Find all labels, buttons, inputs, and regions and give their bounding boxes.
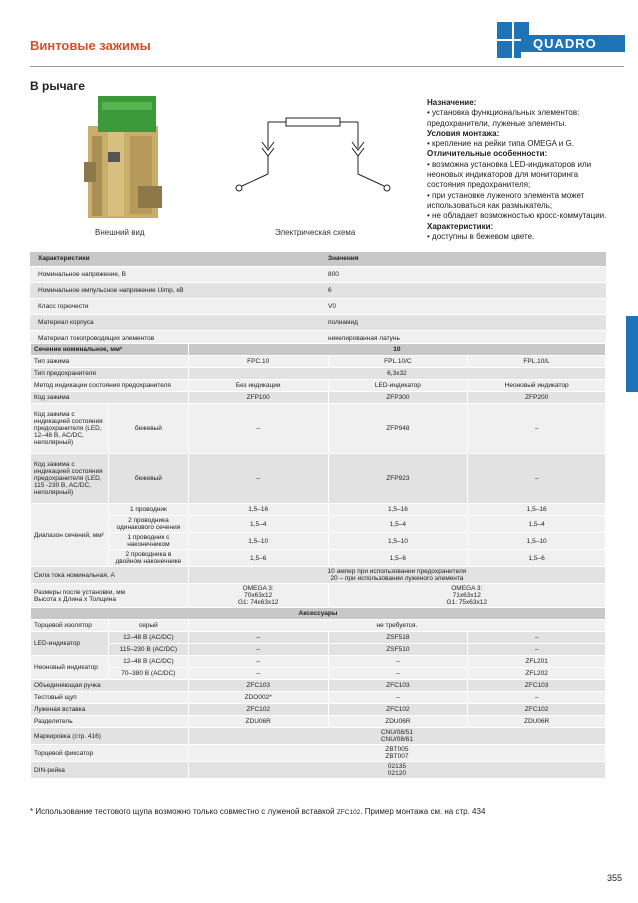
table-cell: – — [328, 668, 468, 680]
table-row — [30, 282, 606, 298]
table-cell: Объединяющая ручка — [31, 680, 189, 692]
table-cell: – — [468, 644, 606, 656]
table-cell: 1,5–4 — [328, 516, 468, 533]
table-cell: ZDO002* — [188, 692, 328, 704]
din-line: 02135 — [387, 763, 406, 770]
table-row — [31, 516, 606, 533]
features-item: • при установке луженого элемента может использоваться как размыкатель; — [427, 190, 585, 210]
table-cell: Неоновый индикатор — [468, 380, 606, 392]
current-value-line: 10 ампер при использовании предохранителя — [327, 568, 467, 575]
table-cell: ZFP300 — [328, 392, 468, 404]
table-cell: бежевый — [108, 404, 188, 454]
table-cell: ZFP923 — [328, 454, 468, 504]
table-row — [31, 380, 606, 392]
marking-line: CNU/08/51 — [380, 729, 413, 736]
table-cell: ZFC103 — [188, 680, 328, 692]
table-cell: 10 — [188, 344, 605, 356]
table-cell: – — [468, 454, 606, 504]
table-cell: 1,5–10 — [188, 533, 328, 550]
table-cell: Торцевой изолятор — [31, 620, 109, 632]
table-cell — [188, 762, 605, 779]
footnote — [30, 807, 485, 816]
table-cell: ZFL201 — [468, 656, 606, 668]
mount-text: • крепление на рейки типа OMEGA и G. — [427, 139, 574, 149]
table-cell: ZFC102 — [188, 704, 328, 716]
table-cell: 1,5–6 — [468, 550, 606, 567]
table-cell: – — [188, 404, 328, 454]
spec-cell: 800 — [320, 266, 606, 282]
table-row — [31, 668, 606, 680]
table-cell: Сила тока номинальная, А — [31, 567, 189, 584]
schema-caption: Электрическая схема — [275, 228, 356, 237]
current-value-line: 20 – при использовании луженого элемента — [330, 575, 464, 582]
purpose-text: • установка функциональных элементов: предохранители, луженые элементы. — [427, 108, 580, 128]
table-row — [31, 504, 606, 516]
table-row — [31, 567, 606, 584]
spec-header: Значения — [320, 252, 606, 266]
table-cell: 12–48 В (AC/DC) — [108, 656, 188, 668]
image-caption: Внешний вид — [95, 228, 145, 237]
footnote-text: . Пример монтажа см. на стр. 434 — [360, 807, 486, 816]
spec-cell: Номинальное напряжение, В — [30, 266, 320, 282]
table-cell: 1,5–6 — [188, 550, 328, 567]
dims-line: G1: 74x63x12 — [237, 599, 279, 606]
table-cell: 6,3x32 — [188, 368, 605, 380]
table-cell: ZDU06R — [328, 716, 468, 728]
dims-line: 70x63x12 — [244, 592, 273, 599]
table-cell: 1 проводник с наконечником — [108, 533, 188, 550]
table-row — [31, 656, 606, 668]
terminal-block-image — [78, 96, 173, 222]
table-cell: DIN-рейка — [31, 762, 189, 779]
section-title: В рычаге — [30, 79, 85, 93]
table-row — [31, 745, 606, 762]
page-header-title: Винтовые зажимы — [30, 38, 151, 53]
table-cell: 2 проводника в двойном наконечнике — [108, 550, 188, 567]
table-row — [31, 762, 606, 779]
table-row — [31, 404, 606, 454]
dims-line: 71x63x12 — [452, 592, 481, 599]
table-row — [31, 680, 606, 692]
table-cell: – — [468, 404, 606, 454]
chars-title: Характеристики: — [427, 221, 494, 231]
dims-line: OMEGA 3: — [451, 585, 483, 592]
table-cell: – — [468, 632, 606, 644]
side-section-tab — [626, 316, 638, 392]
chars-text: • доступны в бежевом цвете. — [427, 231, 535, 241]
spec-cell: V0 — [320, 298, 606, 314]
table-cell: Тестовый щуп — [31, 692, 189, 704]
table-cell: не требуется. — [188, 620, 605, 632]
table-cell: Код зажима с индикацией состояния предохранителя (LED, 115 -230 В, AC/DC, неполярный) — [31, 454, 109, 504]
table-cell: Тип предохранителя — [31, 368, 189, 380]
dims-label-line: Размеры после установки, мм — [34, 588, 126, 596]
table-cell: Код зажима — [31, 392, 189, 404]
table-cell: Диапазон сечений, мм² — [31, 504, 109, 567]
table-cell — [188, 584, 328, 608]
table-cell — [188, 745, 605, 762]
footnote-code: ZFC102 — [336, 809, 361, 816]
fixer-line: ZBT005 — [385, 746, 409, 753]
accessories-header: Аксессуары — [31, 608, 606, 620]
table-cell: FPC.10 — [188, 356, 328, 368]
footnote-text: * Использование тестового щупа возможно только совместно с луженой вставкой — [30, 807, 337, 816]
features-title: Отличительные особенности: — [427, 149, 548, 159]
table-row — [31, 392, 606, 404]
marking-line: CNU/08/61 — [380, 736, 413, 743]
table-cell: Код зажима с индикацией состояния предохранителя (LED, 12–48 В, AC/DC, неполярный) — [31, 404, 109, 454]
table-cell: – — [328, 656, 468, 668]
table-cell: – — [188, 668, 328, 680]
table-cell: Разделитель — [31, 716, 189, 728]
table-cell: – — [188, 454, 328, 504]
table-cell: ZFC102 — [328, 704, 468, 716]
table-cell: LED-индикатор — [328, 380, 468, 392]
table-cell: – — [328, 692, 468, 704]
purpose-title: Назначение: — [427, 98, 477, 107]
table-cell: Тип зажима — [31, 356, 189, 368]
spec-cell: полиамид — [320, 314, 606, 330]
spec-cell: Номинальное импульсное напряжение Uimp, кВ — [30, 282, 320, 298]
table-cell: бежевый — [108, 454, 188, 504]
logo-text: QUADRO — [521, 35, 625, 52]
spec-header: Характеристики — [30, 252, 320, 266]
table-cell: – — [188, 656, 328, 668]
table-cell: ZDU06R — [468, 716, 606, 728]
table-cell: 1,5–4 — [468, 516, 606, 533]
fixer-line: ZBT007 — [385, 753, 409, 760]
table-cell: 1,5–10 — [328, 533, 468, 550]
mount-title: Условия монтажа: — [427, 128, 500, 138]
table-cell: Торцевой фиксатор — [31, 745, 189, 762]
quadro-logo — [497, 22, 625, 62]
spec-cell: никелированная латунь — [320, 330, 606, 346]
table-cell: Сечение номинальное, мм² — [31, 344, 189, 356]
table-cell: 115–230 В (AC/DC) — [108, 644, 188, 656]
table-cell: ZSF510 — [328, 644, 468, 656]
table-cell: Без индикации — [188, 380, 328, 392]
header-divider — [30, 66, 624, 67]
table-cell: 1,5–10 — [468, 533, 606, 550]
features-item: • возможна установка LED-индикаторов или неоновых индикаторов для мониторинга состояния предохранителя; — [427, 159, 592, 190]
table-cell: FPL.10/L — [468, 356, 606, 368]
main-spec-table — [30, 343, 606, 779]
table-cell: ZFC103 — [468, 680, 606, 692]
table-cell — [188, 728, 605, 745]
table-row — [31, 344, 606, 356]
table-cell: ZFC103 — [328, 680, 468, 692]
table-row — [31, 608, 606, 620]
table-cell: 1,5–16 — [328, 504, 468, 516]
table-cell: 1,5–6 — [328, 550, 468, 567]
table-row — [31, 692, 606, 704]
table-row — [31, 533, 606, 550]
table-cell: FPL.10/C — [328, 356, 468, 368]
table-cell: 70–380 В (AC/DC) — [108, 668, 188, 680]
table-cell: ZFL202 — [468, 668, 606, 680]
table-row — [31, 728, 606, 745]
table-cell: 1,5–16 — [188, 504, 328, 516]
table-row — [31, 704, 606, 716]
table-cell — [328, 584, 605, 608]
features-item: • не обладает возможностью кросс-коммутации. — [427, 211, 607, 221]
din-line: 02120 — [387, 770, 406, 777]
table-cell: 2 проводника одинакового сечения — [108, 516, 188, 533]
table-cell: Маркировка (стр. 416) — [31, 728, 189, 745]
table-row — [30, 266, 606, 282]
table-cell: Метод индикации состояния предохранителя — [31, 380, 189, 392]
dims-line: G1: 75x63x12 — [446, 599, 488, 606]
table-cell — [31, 584, 189, 608]
table-cell: – — [188, 644, 328, 656]
product-description — [427, 98, 617, 242]
table-row — [31, 584, 606, 608]
table-cell: ZFC102 — [468, 704, 606, 716]
table-cell: ZFP200 — [468, 392, 606, 404]
table-cell: Луженая вставка — [31, 704, 189, 716]
table-cell: – — [188, 632, 328, 644]
spec-table — [30, 252, 606, 347]
spec-cell: 6 — [320, 282, 606, 298]
table-row — [31, 356, 606, 368]
table-cell: серый — [108, 620, 188, 632]
table-cell: LED-индикатор — [31, 632, 109, 656]
electric-schema-diagram — [228, 104, 398, 204]
table-row — [31, 716, 606, 728]
table-cell: 1,5–4 — [188, 516, 328, 533]
table-row — [30, 314, 606, 330]
table-row — [31, 620, 606, 632]
dims-line: OMEGA 3: — [242, 585, 274, 592]
table-cell: – — [468, 692, 606, 704]
table-cell — [188, 567, 605, 584]
table-row — [31, 550, 606, 567]
table-row — [31, 368, 606, 380]
table-cell: ZDU06R — [188, 716, 328, 728]
table-cell: ZSF518 — [328, 632, 468, 644]
table-cell: 12–48 В (AC/DC) — [108, 632, 188, 644]
dims-label-line: Высота х Длина х Толщина — [34, 595, 116, 603]
table-cell: ZFP100 — [188, 392, 328, 404]
table-cell: 1 проводник — [108, 504, 188, 516]
table-row — [30, 298, 606, 314]
spec-cell: Материал токопроводящих элементов — [30, 330, 320, 346]
table-row — [31, 454, 606, 504]
table-cell: ZFP948 — [328, 404, 468, 454]
spec-cell: Класс горючести — [30, 298, 320, 314]
page-number: 355 — [606, 873, 622, 883]
table-cell: 1,5–16 — [468, 504, 606, 516]
table-row — [31, 644, 606, 656]
spec-cell: Материал корпуса — [30, 314, 320, 330]
table-row — [31, 632, 606, 644]
table-cell: Неоновый индикатор — [31, 656, 109, 680]
